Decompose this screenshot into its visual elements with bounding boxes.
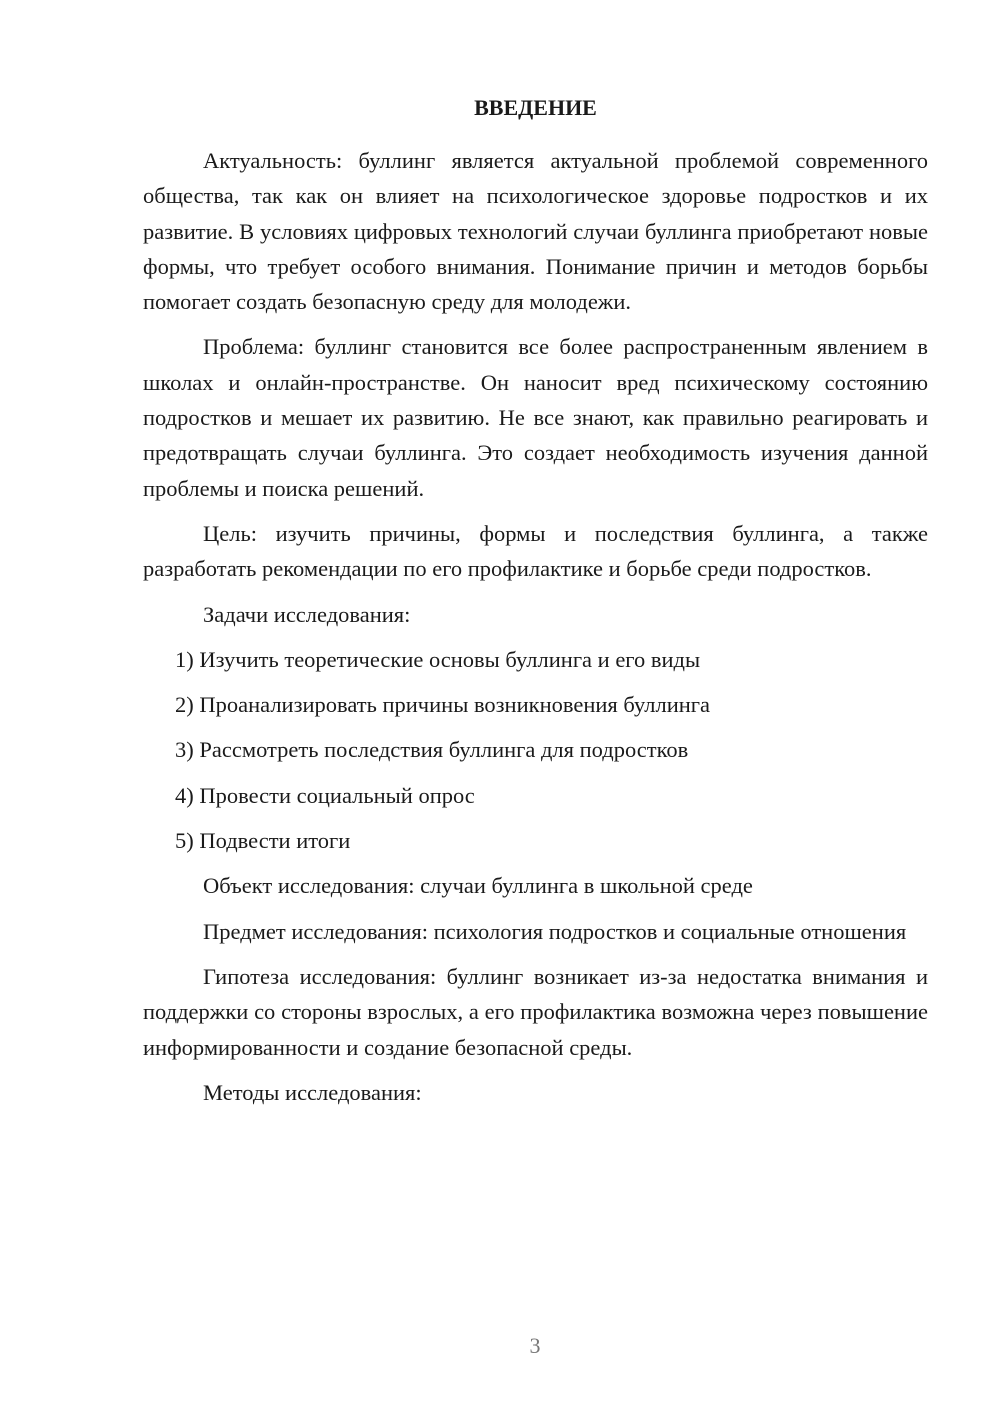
- section-title: ВВЕДЕНИЕ: [474, 95, 597, 120]
- list-item: 3) Рассмотреть последствия буллинга для подростков: [175, 737, 689, 763]
- tasks-list: [143, 642, 928, 858]
- hypothesis-paragraph: Гипотеза исследования: буллинг возникает из-за недостатка внимания и поддержки со стороны взрослых, а его профилактика возможна через повышение информированности и создание безопасной среды.: [143, 963, 928, 1060]
- object-paragraph: Объект исследования: случаи буллинга в школьной среде: [203, 873, 753, 899]
- subject-paragraph: Предмет исследования: психология подростков и социальные отношения: [203, 918, 907, 944]
- relevance-paragraph: Актуальность: буллинг является актуальной проблемой современного общества, так как он влияет на психологическое здоровье подростков и их развитие. В условиях цифровых технологий случаи буллинга приобретают новые формы, что требует особого внимания. Понимание причин и методов борьбы помогает создать безопасную среду для молодежи.: [143, 148, 928, 315]
- list-item: 5) Подвести итоги: [175, 828, 351, 854]
- page-number: 3: [529, 1333, 541, 1358]
- tasks-heading: Задачи исследования:: [203, 601, 411, 627]
- list-item: 1) Изучить теоретические основы буллинга и его виды: [175, 646, 701, 672]
- problem-paragraph: Проблема: буллинг становится все более распространенным явлением в школах и онлайн-пространстве. Он наносит вред психическому состоянию подростков и мешает их развитию. Не все знают, как правильно реагировать и предотвращать случаи буллинга. Это создает необходимость изучения данной проблемы и поиска решений.: [143, 334, 928, 501]
- document-page: [143, 93, 928, 1120]
- methods-heading: Методы исследования:: [203, 1079, 422, 1105]
- list-item: 4) Провести социальный опрос: [175, 782, 475, 808]
- list-item: 2) Проанализировать причины возникновения буллинга: [175, 692, 711, 718]
- goal-paragraph: Цель: изучить причины, формы и последствия буллинга, а также разработать рекомендации по его профилактике и борьбе среди подростков.: [143, 520, 928, 582]
